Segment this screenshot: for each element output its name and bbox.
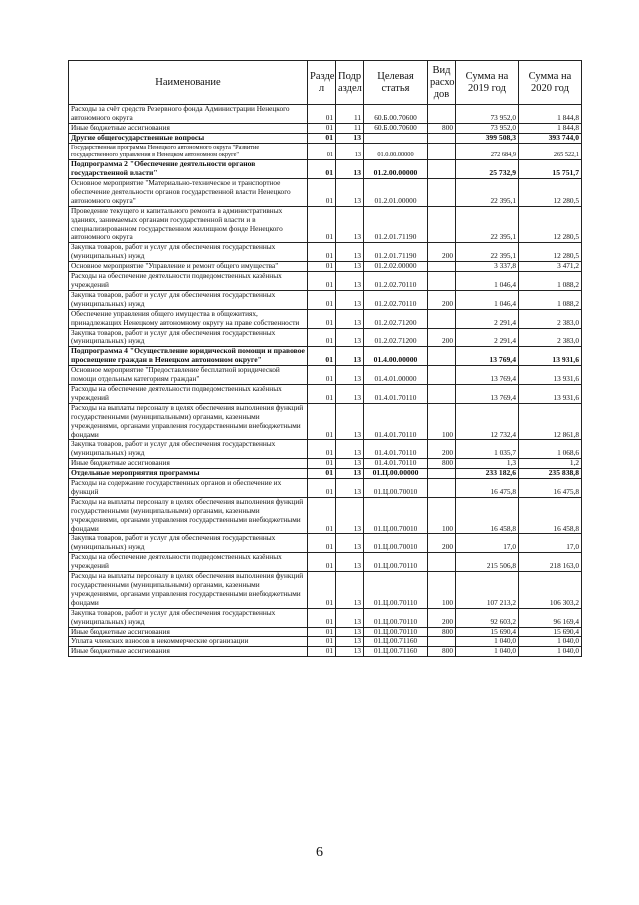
header-target: Целевая статья (364, 61, 428, 105)
section-cell: 01 (308, 627, 336, 637)
header-row (69, 61, 582, 105)
name-cell: Иные бюджетные ассигнования (69, 627, 308, 637)
target-cell: 01.2.02.70110 (364, 290, 428, 309)
subsection-cell: 13 (336, 384, 364, 403)
section-cell: 01 (308, 469, 336, 479)
section-cell: 01 (308, 133, 336, 143)
sum-2019-cell: 12 732,4 (456, 403, 519, 440)
section-cell: 01 (308, 160, 336, 179)
expense-type-cell (428, 133, 456, 143)
name-cell: Расходы на обеспечение деятельности подведомственных казённых учреждений (69, 272, 308, 291)
name-cell: Расходы за счёт средств Резервного фонда Администрации Ненецкого автономного округа (69, 105, 308, 124)
table-row (69, 366, 582, 385)
subsection-cell: 13 (336, 347, 364, 366)
section-cell: 01 (308, 123, 336, 133)
target-cell: 01.Ц.00.00000 (364, 469, 428, 479)
sum-2020-cell: 1 844,8 (519, 123, 582, 133)
section-cell: 01 (308, 384, 336, 403)
header-sum-2019: Сумма на 2019 год (456, 61, 519, 105)
expense-type-cell (428, 637, 456, 647)
table-row (69, 272, 582, 291)
section-cell: 01 (308, 309, 336, 328)
sum-2020-cell: 12 861,8 (519, 403, 582, 440)
expense-type-cell (428, 160, 456, 179)
sum-2020-cell: 1 040,0 (519, 637, 582, 647)
header-expense-type: Вид расхо дов (428, 61, 456, 105)
target-cell: 01.2.02.00000 (364, 262, 428, 272)
sum-2020-cell: 2 383,0 (519, 309, 582, 328)
name-cell: Уплата членских взносов в некоммерческие организации (69, 637, 308, 647)
section-cell: 01 (308, 366, 336, 385)
section-cell: 01 (308, 479, 336, 498)
expense-type-cell (428, 469, 456, 479)
target-cell: 01.Ц.00.70010 (364, 479, 428, 498)
table-row (69, 469, 582, 479)
sum-2019-cell: 92 603,2 (456, 608, 519, 627)
sum-2019-cell: 272 684,9 (456, 143, 519, 160)
section-cell: 01 (308, 534, 336, 553)
name-cell: Закупка товаров, работ и услуг для обеспечения государственных (муниципальных) нужд (69, 608, 308, 627)
expense-type-cell: 200 (428, 290, 456, 309)
sum-2019-cell: 15 690,4 (456, 627, 519, 637)
sum-2019-cell: 1 040,0 (456, 637, 519, 647)
section-cell: 01 (308, 608, 336, 627)
sum-2020-cell: 235 838,8 (519, 469, 582, 479)
sum-2019-cell: 22 395,1 (456, 179, 519, 207)
sum-2020-cell: 106 303,2 (519, 572, 582, 609)
section-cell: 01 (308, 179, 336, 207)
target-cell: 01.2.01.71190 (364, 243, 428, 262)
name-cell: Подпрограмма 4 "Осуществление юридической помощи и правовое просвещение граждан в Ненецком автономном округе" (69, 347, 308, 366)
target-cell: 60.Б.00.70600 (364, 105, 428, 124)
sum-2019-cell: 16 475,8 (456, 479, 519, 498)
target-cell (364, 133, 428, 143)
section-cell: 01 (308, 262, 336, 272)
sum-2020-cell: 13 931,6 (519, 366, 582, 385)
section-cell: 01 (308, 347, 336, 366)
name-cell: Закупка товаров, работ и услуг для обеспечения государственных (муниципальных) нужд (69, 328, 308, 347)
table-row (69, 497, 582, 534)
subsection-cell: 13 (336, 403, 364, 440)
target-cell: 01.Ц.00.70010 (364, 497, 428, 534)
sum-2019-cell: 107 213,2 (456, 572, 519, 609)
target-cell: 01.4.01.70110 (364, 384, 428, 403)
section-cell: 01 (308, 647, 336, 657)
table-row (69, 143, 582, 160)
table-row (69, 206, 582, 243)
target-cell: 01.4.00.00000 (364, 347, 428, 366)
section-cell: 01 (308, 272, 336, 291)
target-cell: 01.2.02.71200 (364, 309, 428, 328)
table-row (69, 179, 582, 207)
header-section: Разде л (308, 61, 336, 105)
sum-2020-cell: 2 383,0 (519, 328, 582, 347)
target-cell: 01.2.02.71200 (364, 328, 428, 347)
table-row (69, 328, 582, 347)
section-cell: 01 (308, 243, 336, 262)
name-cell: Иные бюджетные ассигнования (69, 459, 308, 469)
subsection-cell: 13 (336, 479, 364, 498)
expense-type-cell (428, 384, 456, 403)
subsection-cell: 13 (336, 459, 364, 469)
sum-2019-cell: 22 395,1 (456, 243, 519, 262)
table-row (69, 459, 582, 469)
table-row (69, 440, 582, 459)
sum-2020-cell: 15 690,4 (519, 627, 582, 637)
table-row (69, 403, 582, 440)
target-cell: 01.Ц.00.70110 (364, 627, 428, 637)
table-row (69, 243, 582, 262)
subsection-cell: 13 (336, 637, 364, 647)
subsection-cell: 13 (336, 243, 364, 262)
subsection-cell: 13 (336, 309, 364, 328)
table-row (69, 553, 582, 572)
expense-type-cell (428, 479, 456, 498)
expense-type-cell (428, 206, 456, 243)
name-cell: Иные бюджетные ассигнования (69, 123, 308, 133)
sum-2019-cell: 73 952,0 (456, 123, 519, 133)
expense-type-cell: 800 (428, 123, 456, 133)
sum-2020-cell: 15 751,7 (519, 160, 582, 179)
subsection-cell: 13 (336, 262, 364, 272)
sum-2019-cell: 73 952,0 (456, 105, 519, 124)
subsection-cell: 13 (336, 534, 364, 553)
name-cell: Обеспечение управления общего имущества в общежитиях, принадлежащих Ненецкому автономному округу на праве собственности (69, 309, 308, 328)
section-cell: 01 (308, 143, 336, 160)
header-name: Наименование (69, 61, 308, 105)
name-cell: Закупка товаров, работ и услуг для обеспечения государственных (муниципальных) нужд (69, 534, 308, 553)
subsection-cell: 13 (336, 133, 364, 143)
table-row (69, 384, 582, 403)
subsection-cell: 13 (336, 290, 364, 309)
sum-2020-cell: 12 280,5 (519, 179, 582, 207)
sum-2019-cell: 25 732,9 (456, 160, 519, 179)
target-cell: 01.2.00.00000 (364, 160, 428, 179)
table-row (69, 627, 582, 637)
name-cell: Основное мероприятие "Материально-техническое и транспортное обеспечение деятельности органов государственной власти Ненецкого автономного округа" (69, 179, 308, 207)
table-row (69, 309, 582, 328)
subsection-cell: 13 (336, 143, 364, 160)
expense-type-cell (428, 262, 456, 272)
subsection-cell: 13 (336, 206, 364, 243)
expense-type-cell: 100 (428, 403, 456, 440)
sum-2020-cell: 1,2 (519, 459, 582, 469)
target-cell: 01.Ц.00.70110 (364, 608, 428, 627)
sum-2020-cell: 218 163,0 (519, 553, 582, 572)
expense-type-cell: 200 (428, 608, 456, 627)
table-row (69, 347, 582, 366)
name-cell: Государственная программа Ненецкого автономного округа "Развитие государственного управления в Ненецком автономном округе" (69, 143, 308, 160)
name-cell: Расходы на выплаты персоналу в целях обеспечения выполнения функций государственными (муниципальными) органами, казенными учреждениями, органами управления государственными внебюджетными фондами (69, 497, 308, 534)
sum-2020-cell: 12 280,5 (519, 243, 582, 262)
table-row (69, 608, 582, 627)
table-row (69, 479, 582, 498)
name-cell: Основное мероприятие "Управление и ремонт общего имущества" (69, 262, 308, 272)
sum-2020-cell: 1 844,8 (519, 105, 582, 124)
subsection-cell: 11 (336, 123, 364, 133)
subsection-cell: 13 (336, 440, 364, 459)
page-number: 6 (316, 845, 323, 860)
expense-type-cell: 800 (428, 627, 456, 637)
expense-type-cell (428, 366, 456, 385)
section-cell: 01 (308, 403, 336, 440)
sum-2019-cell: 1 040,0 (456, 647, 519, 657)
target-cell: 01.Ц.00.71160 (364, 647, 428, 657)
subsection-cell: 13 (336, 179, 364, 207)
target-cell: 60.Б.00.70600 (364, 123, 428, 133)
table-row (69, 637, 582, 647)
target-cell: 01.4.01.70110 (364, 403, 428, 440)
subsection-cell: 13 (336, 647, 364, 657)
table-row (69, 572, 582, 609)
sum-2020-cell: 1 088,2 (519, 272, 582, 291)
expense-type-cell: 200 (428, 328, 456, 347)
sum-2019-cell: 1,3 (456, 459, 519, 469)
sum-2020-cell: 3 471,2 (519, 262, 582, 272)
name-cell: Отдельные мероприятия программы (69, 469, 308, 479)
name-cell: Иные бюджетные ассигнования (69, 647, 308, 657)
section-cell: 01 (308, 206, 336, 243)
section-cell: 01 (308, 637, 336, 647)
target-cell: 01.2.01.71190 (364, 206, 428, 243)
table-row (69, 123, 582, 133)
subsection-cell: 13 (336, 272, 364, 291)
sum-2020-cell: 13 931,6 (519, 384, 582, 403)
sum-2020-cell: 1 088,2 (519, 290, 582, 309)
table-row (69, 105, 582, 124)
sum-2019-cell: 1 046,4 (456, 272, 519, 291)
sum-2020-cell: 393 744,0 (519, 133, 582, 143)
sum-2020-cell: 12 280,5 (519, 206, 582, 243)
section-cell: 01 (308, 553, 336, 572)
budget-table (68, 60, 582, 657)
subsection-cell: 13 (336, 572, 364, 609)
expense-type-cell: 800 (428, 459, 456, 469)
sum-2020-cell: 17,0 (519, 534, 582, 553)
expense-type-cell (428, 553, 456, 572)
name-cell: Закупка товаров, работ и услуг для обеспечения государственных (муниципальных) нужд (69, 290, 308, 309)
name-cell: Расходы на выплаты персоналу в целях обеспечения выполнения функций государственными (муниципальными) органами, казенными учреждениями, органами управления государственными внебюджетными фондами (69, 572, 308, 609)
target-cell: 01.0.00.00000 (364, 143, 428, 160)
name-cell: Подпрограмма 2 "Обеспечение деятельности органов государственной власти" (69, 160, 308, 179)
name-cell: Расходы на выплаты персоналу в целях обеспечения выполнения функций государственными (муниципальными) органами, казенными учреждениями, органами управления государственными внебюджетными фондами (69, 403, 308, 440)
name-cell: Основное мероприятие "Предоставление бесплатной юридической помощи отдельным категориям граждан" (69, 366, 308, 385)
sum-2020-cell: 96 169,4 (519, 608, 582, 627)
target-cell: 01.4.01.70110 (364, 440, 428, 459)
target-cell: 01.4.01.00000 (364, 366, 428, 385)
subsection-cell: 13 (336, 608, 364, 627)
sum-2020-cell: 13 931,6 (519, 347, 582, 366)
sum-2019-cell: 13 769,4 (456, 384, 519, 403)
expense-type-cell (428, 179, 456, 207)
target-cell: 01.Ц.00.70110 (364, 572, 428, 609)
expense-type-cell: 100 (428, 572, 456, 609)
header-subsection: Подр аздел (336, 61, 364, 105)
expense-type-cell (428, 347, 456, 366)
sum-2019-cell: 3 337,8 (456, 262, 519, 272)
expense-type-cell: 800 (428, 647, 456, 657)
subsection-cell: 13 (336, 469, 364, 479)
table-row (69, 160, 582, 179)
sum-2019-cell: 399 508,3 (456, 133, 519, 143)
sum-2020-cell: 1 068,6 (519, 440, 582, 459)
sum-2019-cell: 215 506,8 (456, 553, 519, 572)
header-sum-2020: Сумма на 2020 год (519, 61, 582, 105)
name-cell: Проведение текущего и капитального ремонта в административных зданиях, занимаемых органами государственной власти и в специализированном государственном жилищном фонде Ненецкого автономного округа (69, 206, 308, 243)
target-cell: 01.4.01.70110 (364, 459, 428, 469)
table-row (69, 290, 582, 309)
target-cell: 01.Ц.00.71160 (364, 637, 428, 647)
sum-2019-cell: 2 291,4 (456, 309, 519, 328)
section-cell: 01 (308, 105, 336, 124)
name-cell: Расходы на содержание государственных органов и обеспечение их функций (69, 479, 308, 498)
target-cell: 01.Ц.00.70010 (364, 534, 428, 553)
table-row (69, 133, 582, 143)
budget-document (68, 60, 581, 657)
sum-2019-cell: 233 182,6 (456, 469, 519, 479)
sum-2019-cell: 1 035,7 (456, 440, 519, 459)
name-cell: Расходы на обеспечение деятельности подведомственных казённых учреждений (69, 553, 308, 572)
sum-2020-cell: 16 475,8 (519, 479, 582, 498)
subsection-cell: 13 (336, 627, 364, 637)
section-cell: 01 (308, 440, 336, 459)
subsection-cell: 13 (336, 553, 364, 572)
expense-type-cell (428, 143, 456, 160)
section-cell: 01 (308, 497, 336, 534)
expense-type-cell (428, 309, 456, 328)
table-row (69, 262, 582, 272)
sum-2019-cell: 13 769,4 (456, 366, 519, 385)
subsection-cell: 13 (336, 160, 364, 179)
target-cell: 01.2.01.00000 (364, 179, 428, 207)
subsection-cell: 13 (336, 366, 364, 385)
target-cell: 01.Ц.00.70110 (364, 553, 428, 572)
section-cell: 01 (308, 328, 336, 347)
name-cell: Расходы на обеспечение деятельности подведомственных казённых учреждений (69, 384, 308, 403)
sum-2019-cell: 1 046,4 (456, 290, 519, 309)
expense-type-cell: 200 (428, 440, 456, 459)
section-cell: 01 (308, 290, 336, 309)
subsection-cell: 13 (336, 328, 364, 347)
sum-2019-cell: 16 458,8 (456, 497, 519, 534)
expense-type-cell: 200 (428, 243, 456, 262)
sum-2019-cell: 22 395,1 (456, 206, 519, 243)
name-cell: Закупка товаров, работ и услуг для обеспечения государственных (муниципальных) нужд (69, 243, 308, 262)
sum-2019-cell: 13 769,4 (456, 347, 519, 366)
name-cell: Другие общегосударственные вопросы (69, 133, 308, 143)
sum-2020-cell: 265 522,1 (519, 143, 582, 160)
section-cell: 01 (308, 572, 336, 609)
table-body (69, 105, 582, 657)
section-cell: 01 (308, 459, 336, 469)
expense-type-cell (428, 105, 456, 124)
sum-2019-cell: 2 291,4 (456, 328, 519, 347)
subsection-cell: 13 (336, 497, 364, 534)
sum-2020-cell: 1 040,0 (519, 647, 582, 657)
expense-type-cell: 100 (428, 497, 456, 534)
name-cell: Закупка товаров, работ и услуг для обеспечения государственных (муниципальных) нужд (69, 440, 308, 459)
table-row (69, 647, 582, 657)
subsection-cell: 11 (336, 105, 364, 124)
table-row (69, 534, 582, 553)
expense-type-cell: 200 (428, 534, 456, 553)
sum-2020-cell: 16 458,8 (519, 497, 582, 534)
target-cell: 01.2.02.70110 (364, 272, 428, 291)
sum-2019-cell: 17,0 (456, 534, 519, 553)
expense-type-cell (428, 272, 456, 291)
